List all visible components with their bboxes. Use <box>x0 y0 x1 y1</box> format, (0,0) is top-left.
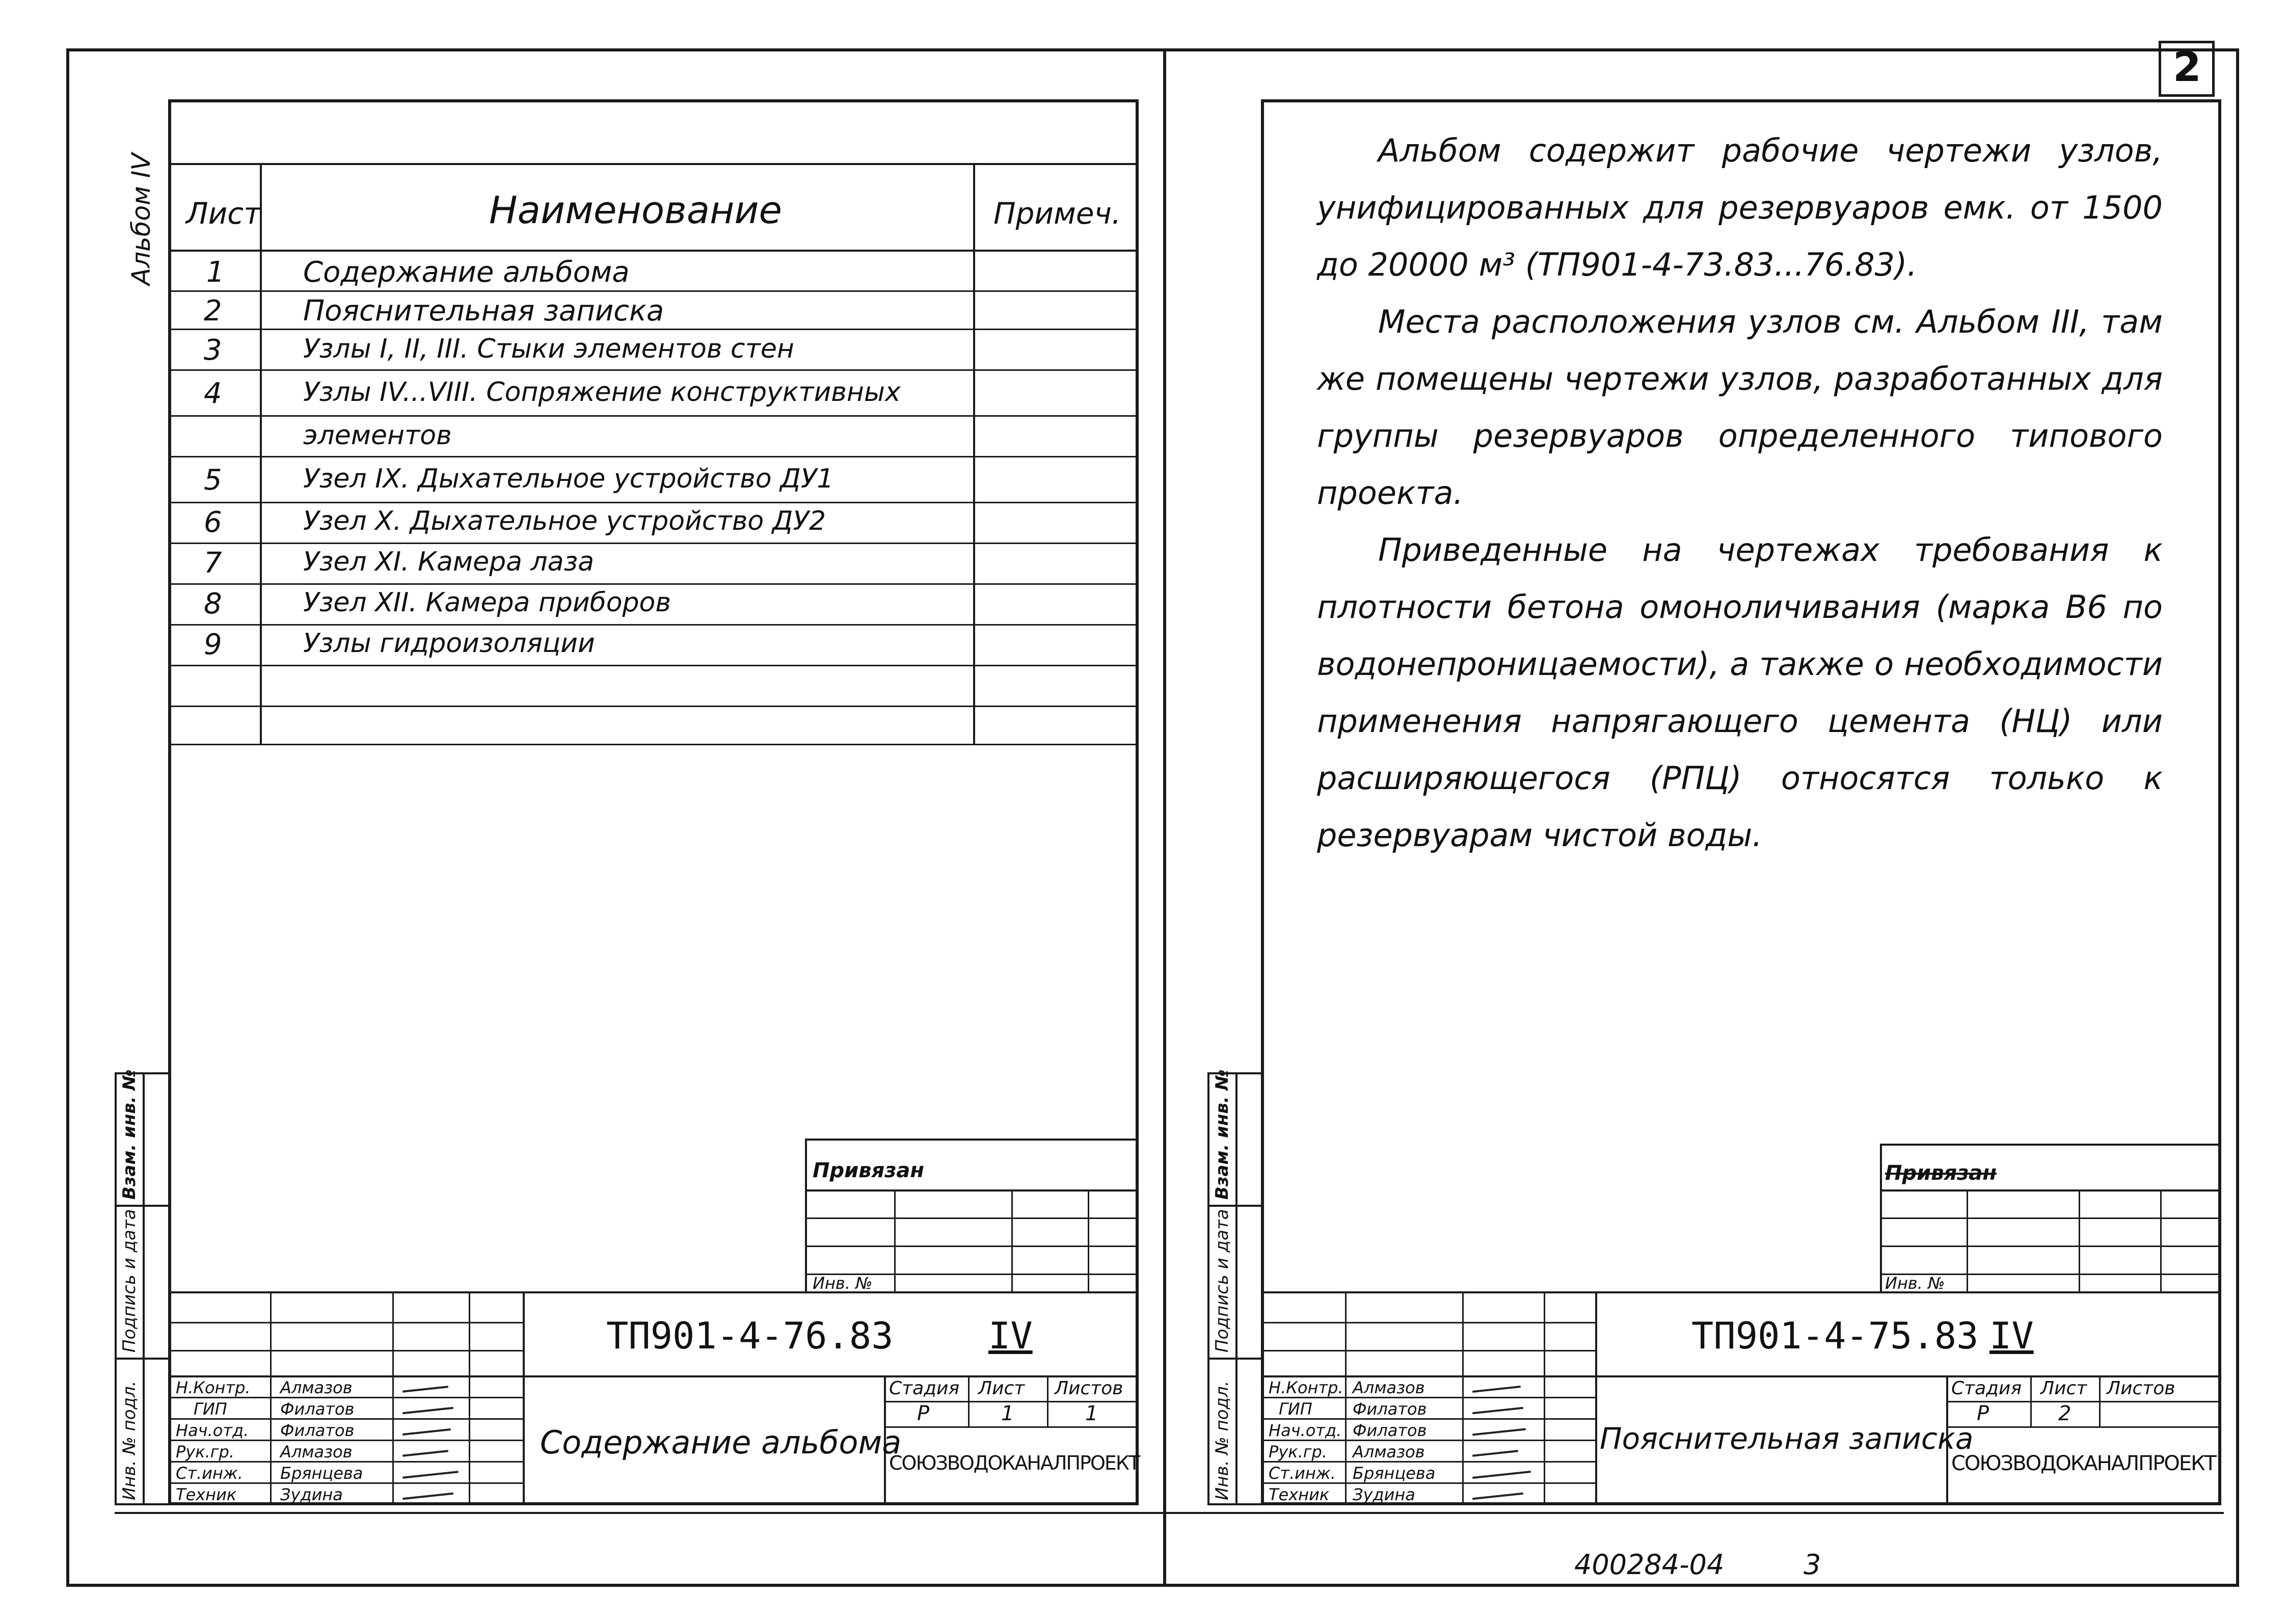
left-role-stinzh: Ст.инж. <box>176 1464 243 1483</box>
right-side-stamp-inv: Инв. № подл. <box>1212 1381 1232 1500</box>
right-stamp-album: IV <box>1989 1314 2034 1357</box>
right-role-nachotd: Нач.отд. <box>1269 1421 1342 1440</box>
right-role-stinzh: Ст.инж. <box>1269 1464 1336 1483</box>
left-sheet-value: 1 <box>1001 1402 1014 1425</box>
row-8-sheet: 8 <box>204 587 222 620</box>
right-name-1: Алмазов <box>1353 1378 1425 1397</box>
right-name-6: Зудина <box>1353 1485 1415 1504</box>
row-2-sheet: 2 <box>204 294 222 328</box>
left-side-stamp-vzam: Взам. инв. № <box>119 1069 140 1200</box>
right-sheet-label: Лист <box>2040 1378 2087 1399</box>
row-9-name: Узлы гидроизоляции <box>303 628 595 659</box>
left-stamp-album: IV <box>988 1314 1033 1357</box>
left-org: СОЮЗВОДОКАНАЛПРОЕКТ <box>889 1452 1140 1474</box>
left-stage-label: Стадия <box>889 1378 960 1399</box>
left-stage-value: Р <box>917 1402 930 1425</box>
row-1-sheet: 1 <box>206 256 225 289</box>
left-role-gip: ГИП <box>194 1399 227 1419</box>
row-6-name: Узел X. Дыхательное устройство ДУ2 <box>303 506 826 536</box>
left-sheet-title: Содержание альбома <box>540 1424 902 1461</box>
left-name-3: Филатов <box>280 1421 355 1440</box>
left-name-5: Брянцева <box>280 1464 363 1483</box>
right-privyazan-label: Привязан <box>1885 1161 1997 1185</box>
left-role-rukgr: Рук.гр. <box>176 1442 235 1461</box>
left-sheets-value: 1 <box>1085 1402 1098 1425</box>
row-3-name: Узлы I, II, III. Стыки элементов стен <box>303 334 794 364</box>
right-stamp-code: ТП901-4-75.83 <box>1691 1314 1979 1357</box>
left-privyazan-label: Привязан <box>813 1159 925 1182</box>
right-side-stamp-vzam: Взам. инв. № <box>1212 1069 1232 1200</box>
row-3-sheet: 3 <box>204 334 222 367</box>
right-side-stamp-podpis: Подпись и дата <box>1212 1209 1232 1352</box>
right-name-3: Филатов <box>1353 1421 1427 1440</box>
right-role-gip: ГИП <box>1279 1399 1312 1419</box>
right-stage-label: Стадия <box>1951 1378 2022 1399</box>
left-stamp-code: ТП901-4-76.83 <box>606 1314 894 1357</box>
row-4-name: Узлы IV...VIII. Сопряжение конструктивных <box>303 377 901 408</box>
right-role-rukgr: Рук.гр. <box>1269 1442 1328 1461</box>
left-sheets-label: Листов <box>1055 1378 1123 1399</box>
col-header-name: Наименование <box>489 188 783 232</box>
left-album-side-label: Альбом IV <box>126 153 156 285</box>
left-name-4: Алмазов <box>280 1442 353 1461</box>
row-7-sheet: 7 <box>204 547 222 580</box>
left-name-2: Филатов <box>280 1399 355 1419</box>
row-1-name: Содержание альбома <box>303 256 630 289</box>
row-4-name-cont: элементов <box>303 420 452 451</box>
right-name-5: Брянцева <box>1353 1464 1436 1483</box>
bottom-strip-line <box>115 1512 2224 1514</box>
note-paragraph-2: Места расположения узлов см. Альбом III, там же помещены чертежи узлов, разработанных для группы резервуаров определенного типового проекта. <box>1317 303 2163 511</box>
right-sheet-value: 2 <box>2058 1402 2071 1425</box>
row-8-name: Узел XII. Камера приборов <box>303 587 671 618</box>
right-name-2: Филатов <box>1353 1399 1427 1419</box>
row-5-sheet: 5 <box>204 464 222 497</box>
right-role-tehnik: Техник <box>1269 1485 1330 1504</box>
left-role-tehnik: Техник <box>176 1485 237 1504</box>
col-header-sheet: Лист <box>186 196 261 231</box>
left-sheet-label: Лист <box>978 1378 1025 1399</box>
left-inv-label: Инв. № <box>813 1274 873 1293</box>
right-sheet-title: Пояснительная записка <box>1600 1421 1974 1456</box>
right-name-4: Алмазов <box>1353 1442 1425 1461</box>
footer-code: 400284-04 <box>1574 1549 1725 1581</box>
right-org: СОЮЗВОДОКАНАЛПРОЕКТ <box>1951 1452 2216 1475</box>
row-6-sheet: 6 <box>204 506 222 539</box>
note-paragraph-1: Альбом содержит рабочие чертежи узлов, унифицированных для резервуаров емк. от 1500 до 20000 м³ (ТП901-4-73.83...76.83). <box>1317 132 2163 283</box>
left-side-stamp-inv: Инв. № подл. <box>119 1381 140 1500</box>
row-7-name: Узел XI. Камера лаза <box>303 547 595 577</box>
left-role-nachotd: Нач.отд. <box>176 1421 249 1440</box>
right-inv-label: Инв. № <box>1885 1274 1945 1293</box>
row-4-sheet: 4 <box>204 377 222 410</box>
left-name-6: Зудина <box>280 1485 343 1504</box>
page-number: 2 <box>2173 43 2201 91</box>
row-5-name: Узел IX. Дыхательное устройство ДУ1 <box>303 464 834 494</box>
right-sheets-label: Листов <box>2107 1378 2175 1399</box>
footer-page: 3 <box>1804 1549 1821 1581</box>
row-2-name: Пояснительная записка <box>303 294 664 328</box>
left-role-nkontr: Н.Контр. <box>176 1378 251 1397</box>
sheet-divider <box>1163 48 1166 1587</box>
col-header-note: Примеч. <box>993 196 1121 231</box>
left-side-stamp-podpis: Подпись и дата <box>119 1209 140 1352</box>
row-9-sheet: 9 <box>204 628 222 661</box>
right-stage-value: Р <box>1977 1402 1989 1425</box>
left-name-1: Алмазов <box>280 1378 353 1397</box>
right-role-nkontr: Н.Контр. <box>1269 1378 1343 1397</box>
note-paragraph-3: Приведенные на чертежах требования к плотности бетона омоноличивания (марка В6 по водонепроницаемости), а также о необходимости применения напрягающего цемента (НЦ) или расширяющегося (РПЦ) относятся только к резервуарам чистой воды. <box>1317 531 2163 854</box>
explanatory-note <box>1317 122 2163 864</box>
